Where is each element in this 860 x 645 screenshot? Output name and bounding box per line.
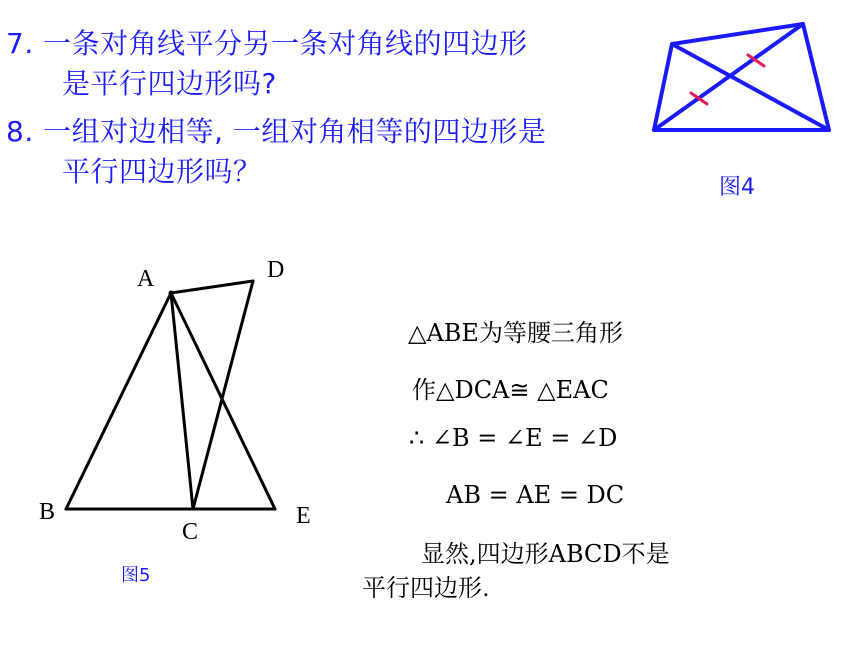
question-8-line-1: 8. 一组对边相等, 一组对角相等的四边形是 [6,115,547,148]
segment-AD [171,281,253,293]
proof-line-2: 作△DCA≅ △EAC [412,376,609,404]
segment-AB [66,293,171,509]
point-label-E: E [296,503,311,529]
segment-AE [171,293,275,509]
question-7-line-2: 是平行四边形吗? [62,67,277,100]
figure-4-caption: 图4 [719,175,755,200]
proof-line-6: 平行四边形. [362,574,490,602]
figure-5-diagram [66,281,275,509]
point-label-D: D [267,257,285,283]
proof-line-5: 显然,四边形ABCD不是 [421,540,670,568]
point-A-dot [169,291,174,296]
question-7-line-1: 7. 一条对角线平分另一条对角线的四边形 [6,27,528,60]
question-8-line-2: 平行四边形吗？ [62,155,262,188]
proof-line-1: △ABE为等腰三角形 [408,319,623,347]
segment-DC [193,281,253,509]
figure-5-caption: 图5 [121,565,151,586]
figure-4-diagonal-2 [654,24,803,130]
proof-line-4: AB = AE = DC [446,481,625,509]
point-label-A: A [137,266,155,292]
proof-line-3: ∴ ∠B = ∠E = ∠D [409,424,618,452]
segment-AC [171,293,193,509]
point-label-B: B [39,499,56,525]
figure-4-quadrilateral [654,24,829,130]
point-label-C: C [182,519,199,545]
